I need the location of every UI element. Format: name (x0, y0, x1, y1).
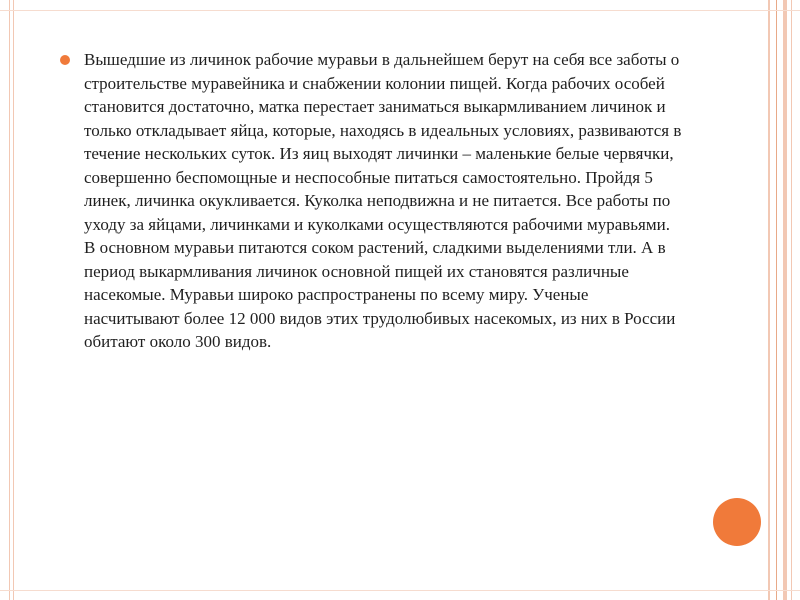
frame-line-right-4 (791, 0, 792, 600)
paragraph-text: Вышедшие из личинок рабочие муравьи в дальнейшем берут на себя все заботы о строительстве муравейника и снабжении колонии пищей. Когда рабочих особей становится достаточно, матка перестает заниматься выкармливанием личинок и только откладывает яйца, которые, находясь в идеальных условиях, развиваются в течение нескольких суток. Из яиц выходят личинки – маленькие белые червячки, совершенно беспомощные и неспособные питаться самостоятельно. Пройдя 5 линек, личинка окукливается. Куколка неподвижна и не питается. Все работы по уходу за яйцами, личинками и куколками осуществляются рабочими муравьями. В основном муравьи питаются соком растений, сладкими выделениями тли. А в период выкармливания личинок основной пищей их становятся различные насекомые. Муравьи широко распространены по всему миру. Ученые насчитывают более 12 000 видов этих трудолюбивых насекомых, из них в России обитают около 300 видов. (84, 50, 682, 351)
frame-line-left-1 (9, 0, 10, 600)
decorative-circle (713, 498, 761, 546)
frame-line-right-2 (776, 0, 777, 600)
frame-line-top (0, 10, 800, 11)
bullet-dot-icon (60, 55, 70, 65)
bullet-item (60, 48, 700, 354)
frame-line-right-3 (783, 0, 787, 600)
frame-line-bottom (0, 590, 800, 591)
frame-line-right-1 (768, 0, 770, 600)
frame-line-left-2 (13, 0, 14, 600)
